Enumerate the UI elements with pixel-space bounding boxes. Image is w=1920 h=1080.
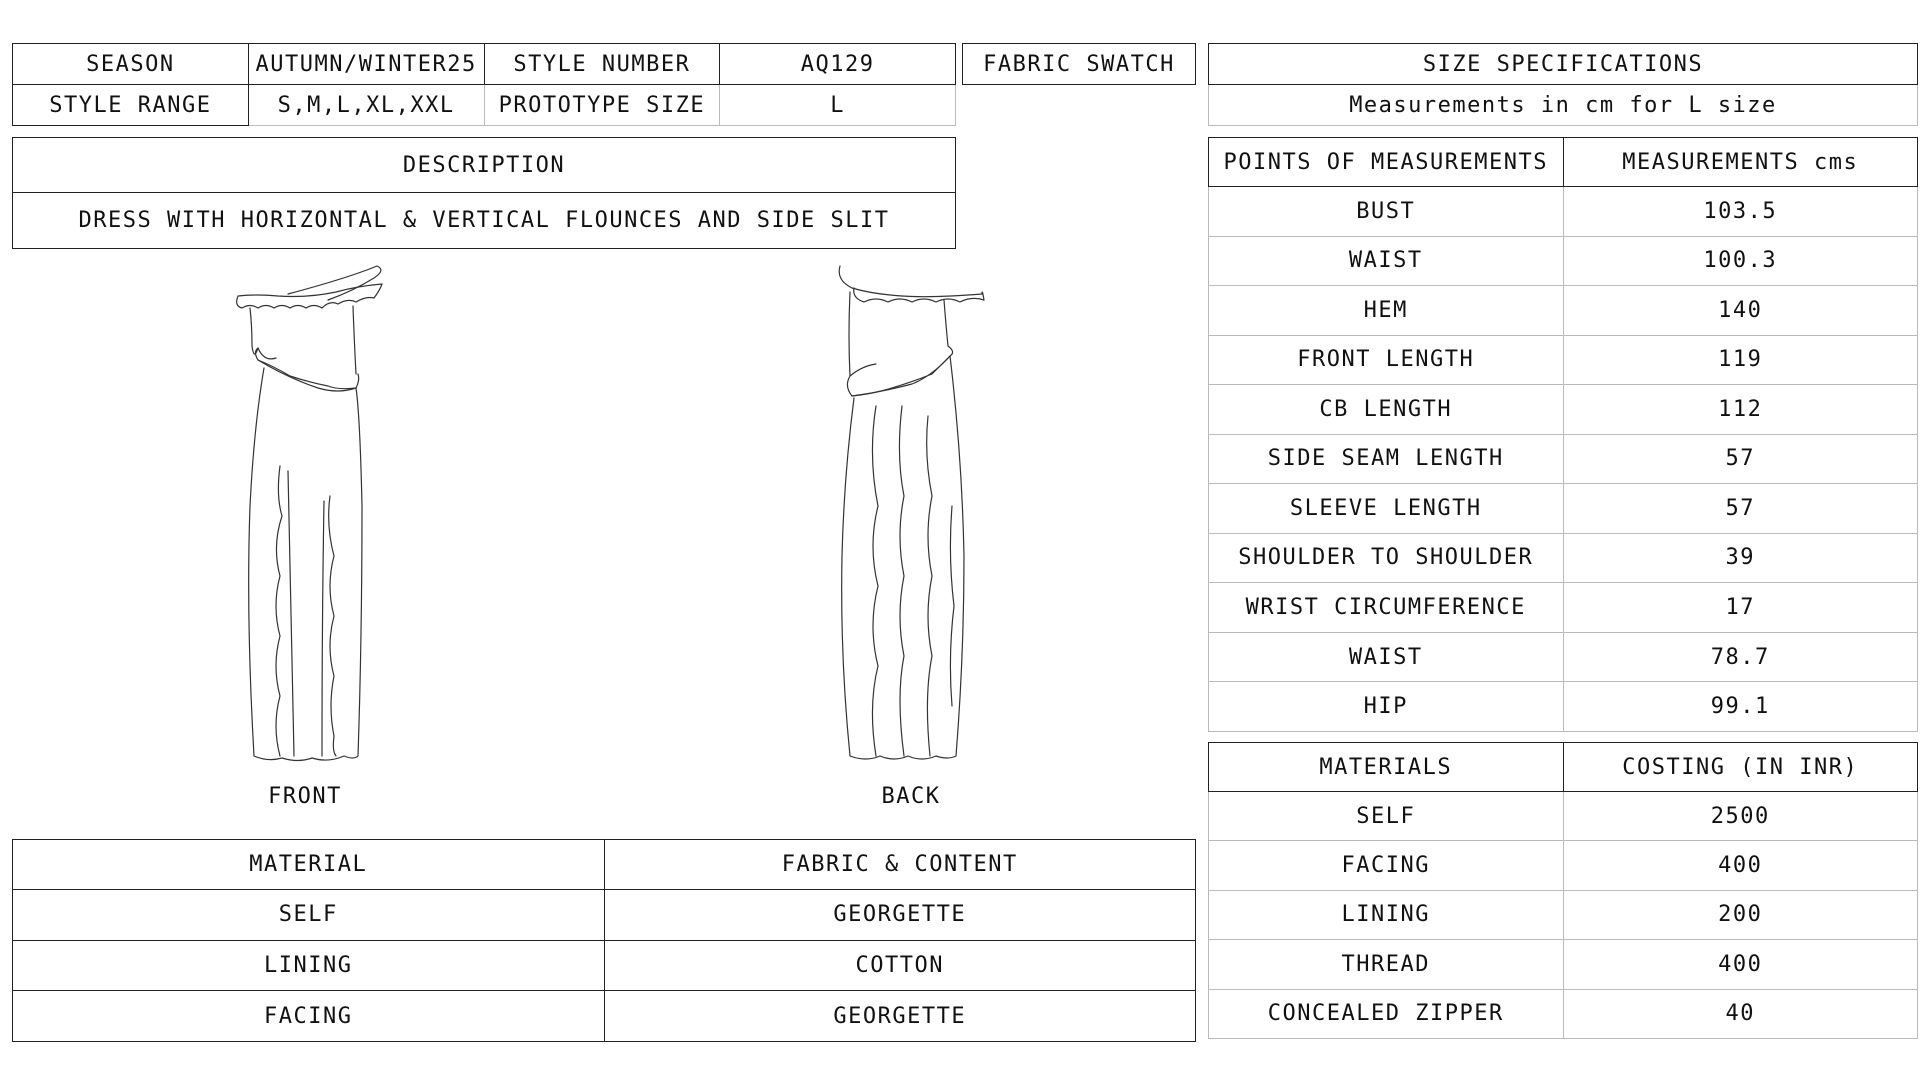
table-row	[1209, 533, 1918, 583]
measure-value: 100.3	[1563, 236, 1918, 286]
description-table	[12, 137, 956, 248]
cost-value: 400	[1563, 841, 1918, 890]
style-number-value: AQ129	[720, 44, 956, 85]
table-row	[1209, 989, 1918, 1038]
cost-value: 400	[1563, 940, 1918, 989]
front-sketch	[228, 256, 388, 776]
costing-table	[1208, 742, 1918, 1039]
table-row	[13, 890, 1196, 941]
measure-value: 17	[1563, 583, 1918, 633]
col-fabric-content: FABRIC & CONTENT	[604, 840, 1196, 890]
measure-value: 99.1	[1563, 682, 1918, 732]
fabric-content: COTTON	[604, 940, 1196, 991]
measure-value: 140	[1563, 286, 1918, 336]
description-text: DRESS WITH HORIZONTAL & VERTICAL FLOUNCES AND SIDE SLIT	[13, 193, 956, 249]
measure-value: 39	[1563, 533, 1918, 583]
measure-value: 112	[1563, 385, 1918, 435]
prototype-size-label: PROTOTYPE SIZE	[484, 85, 720, 126]
cost-material: THREAD	[1209, 940, 1564, 989]
size-spec-header	[1208, 43, 1918, 125]
col-materials: MATERIALS	[1209, 743, 1564, 792]
table-row	[1209, 890, 1918, 939]
table-row	[1209, 385, 1918, 435]
table-row	[1209, 583, 1918, 633]
fabric-content: GEORGETTE	[604, 991, 1196, 1042]
description-label: DESCRIPTION	[13, 138, 956, 193]
material-name: LINING	[13, 940, 605, 991]
size-spec-title: SIZE SPECIFICATIONS	[1209, 44, 1918, 85]
measure-point: BUST	[1209, 187, 1564, 237]
size-spec-table	[1208, 137, 1918, 732]
col-measurement-cms: MEASUREMENTS cms	[1563, 138, 1918, 187]
measure-point: SLEEVE LENGTH	[1209, 484, 1564, 534]
style-number-label: STYLE NUMBER	[484, 44, 720, 85]
measure-point: HIP	[1209, 682, 1564, 732]
cost-value: 40	[1563, 989, 1918, 1038]
table-row	[1209, 484, 1918, 534]
table-row	[1209, 632, 1918, 682]
measure-point: CB LENGTH	[1209, 385, 1564, 435]
col-material: MATERIAL	[13, 840, 605, 890]
material-name: SELF	[13, 890, 605, 941]
table-row	[1209, 792, 1918, 841]
measure-point: WAIST	[1209, 632, 1564, 682]
back-sketch	[832, 256, 992, 776]
table-row	[1209, 335, 1918, 385]
cost-value: 200	[1563, 890, 1918, 939]
material-fabric-table	[12, 839, 1196, 1042]
table-row	[1209, 236, 1918, 286]
season-value: AUTUMN/WINTER25	[248, 44, 484, 85]
measure-point: SIDE SEAM LENGTH	[1209, 434, 1564, 484]
table-row	[1209, 682, 1918, 732]
fabric-content: GEORGETTE	[604, 890, 1196, 941]
style-range-label: STYLE RANGE	[13, 85, 249, 126]
table-row	[1209, 940, 1918, 989]
measure-point: SHOULDER TO SHOULDER	[1209, 533, 1564, 583]
material-name: FACING	[13, 991, 605, 1042]
col-points-of-measurement: POINTS OF MEASUREMENTS	[1209, 138, 1564, 187]
fabric-swatch-label: FABRIC SWATCH	[963, 44, 1196, 85]
size-spec-subtitle: Measurements in cm for L size	[1209, 85, 1918, 126]
prototype-size-value: L	[720, 85, 956, 126]
cost-value: 2500	[1563, 792, 1918, 841]
measure-value: 57	[1563, 484, 1918, 534]
measure-value: 78.7	[1563, 632, 1918, 682]
table-row	[1209, 841, 1918, 890]
table-row	[1209, 286, 1918, 336]
table-row	[13, 991, 1196, 1042]
col-costing-inr: COSTING (IN INR)	[1563, 743, 1918, 792]
measure-point: HEM	[1209, 286, 1564, 336]
style-range-value: S,M,L,XL,XXL	[248, 85, 484, 126]
measure-value: 57	[1563, 434, 1918, 484]
measure-value: 103.5	[1563, 187, 1918, 237]
measure-value: 119	[1563, 335, 1918, 385]
front-label: FRONT	[268, 784, 342, 809]
table-row	[1209, 187, 1918, 237]
fabric-swatch-header	[962, 43, 1196, 85]
cost-material: SELF	[1209, 792, 1564, 841]
back-label: BACK	[881, 784, 941, 809]
cost-material: LINING	[1209, 890, 1564, 939]
measure-point: FRONT LENGTH	[1209, 335, 1564, 385]
table-row	[13, 940, 1196, 991]
style-info-table	[12, 43, 956, 125]
season-label: SEASON	[13, 44, 249, 85]
measure-point: WRIST CIRCUMFERENCE	[1209, 583, 1564, 633]
table-row	[1209, 434, 1918, 484]
measure-point: WAIST	[1209, 236, 1564, 286]
cost-material: CONCEALED ZIPPER	[1209, 989, 1564, 1038]
cost-material: FACING	[1209, 841, 1564, 890]
